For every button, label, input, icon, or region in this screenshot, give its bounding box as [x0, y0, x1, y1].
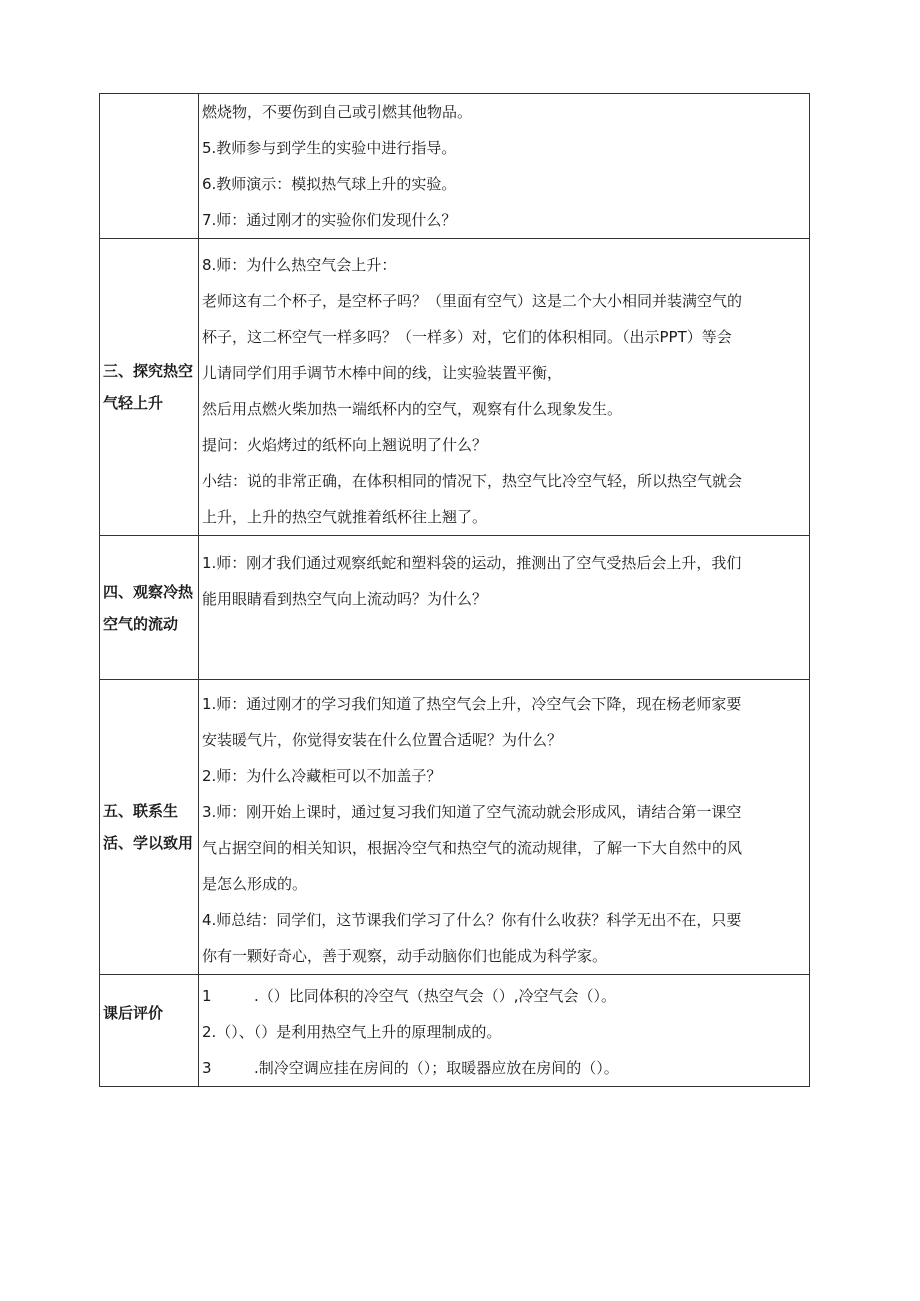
content-line: 7.师：通过刚才的实验你们发现什么？ [202, 211, 457, 229]
content-line: 老师这有二个杯子，是空杯子吗？（里面有空气）这是二个大小相同并装满空气的 [202, 292, 743, 310]
content-line: 8.师：为什么热空气会上升： [202, 256, 397, 274]
row-content [199, 680, 810, 975]
content-line: 2.师：为什么冷藏柜可以不加盖子？ [202, 767, 442, 785]
section-label-apply-to-life: 五、联系生活、学以致用 [100, 680, 199, 975]
table-row [100, 975, 810, 1087]
content-line: 安装暖气片，你觉得安装在什么位置合适呢？为什么？ [202, 731, 563, 749]
content-line: 儿请同学们用手调节木棒中间的线，让实验装置平衡， [202, 364, 563, 382]
content-line: 1.师：通过刚才的学习我们知道了热空气会上升，冷空气会下降，现在杨老师家要 [202, 695, 742, 713]
section-label-observe-flow: 四、观察冷热空气的流动 [100, 536, 199, 680]
evaluation-item-text: .（）比同体积的冷空气（热空气会（）,冷空气会（）。 [254, 987, 617, 1005]
content-line: 4.师总结：同学们，这节课我们学习了什么？你有什么收获？科学无出不在，只要 [202, 911, 742, 929]
section-label-evaluation: 课后评价 [100, 975, 199, 1087]
content-line: 5.教师参与到学生的实验中进行指导。 [202, 139, 457, 157]
content-line: 然后用点燃火柴加热一端纸杯内的空气，观察有什么现象发生。 [202, 400, 623, 418]
evaluation-item-number: 3 [202, 1059, 212, 1077]
row-label-empty [100, 94, 199, 239]
table-row [100, 239, 810, 536]
table-row [100, 680, 810, 975]
content-line: 杯子，这二杯空气一样多吗？（一样多）对，它们的体积相同。（出示PPT）等会 [202, 328, 732, 346]
content-line: 气占据空间的相关知识，根据冷空气和热空气的流动规律，了解一下大自然中的风 [202, 839, 743, 857]
row-content [199, 536, 810, 680]
evaluation-item-number: 1 [202, 987, 212, 1005]
table-row [100, 94, 810, 239]
row-content [199, 239, 810, 536]
section-label-hot-air-rises: 三、探究热空气轻上升 [100, 239, 199, 536]
table-row [100, 536, 810, 680]
content-line: 1.师：刚才我们通过观察纸蛇和塑料袋的运动，推测出了空气受热后会上升，我们 [202, 554, 742, 572]
row-content [199, 975, 810, 1087]
content-line: 你有一颗好奇心，善于观察，动手动脑你们也能成为科学家。 [202, 947, 608, 965]
evaluation-item-text: .制冷空调应挂在房间的（）；取暖器应放在房间的（）。 [254, 1059, 619, 1077]
content-line: 是怎么形成的。 [202, 875, 308, 893]
content-line: 燃烧物，不要伤到自己或引燃其他物品。 [202, 103, 473, 121]
evaluation-item [202, 1050, 807, 1086]
row-content [199, 94, 810, 239]
evaluation-item-text: 2.（）、（）是利用热空气上升的原理制成的。 [202, 1023, 502, 1041]
content-line: 能用眼睛看到热空气向上流动吗？为什么？ [202, 590, 488, 608]
content-line: 6.教师演示：模拟热气球上升的实验。 [202, 175, 457, 193]
content-line: 上升，上升的热空气就推着纸杯往上翘了。 [202, 508, 488, 526]
evaluation-item [202, 1014, 807, 1050]
lesson-plan-table [99, 93, 810, 1087]
evaluation-item [202, 978, 807, 1014]
content-line: 3.师：刚开始上课时，通过复习我们知道了空气流动就会形成风，请结合第一课空 [202, 803, 742, 821]
content-line: 小结：说的非常正确，在体积相同的情况下，热空气比冷空气轻，所以热空气就会 [202, 472, 743, 490]
content-line: 提问：火焰烤过的纸杯向上翘说明了什么？ [202, 436, 488, 454]
